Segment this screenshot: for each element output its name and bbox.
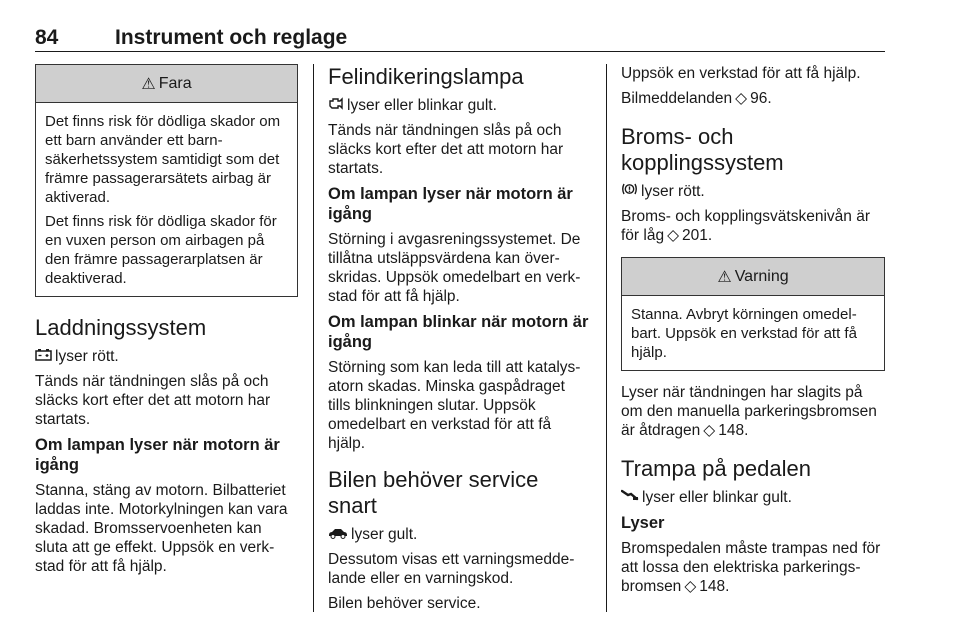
malfunction-subheading-1: Om lampan lyser när motorn är igång: [328, 185, 573, 223]
section-heading-charging: Laddningssystem: [35, 315, 207, 340]
danger-box-header: [36, 65, 297, 103]
pedal-icon: [621, 488, 639, 507]
danger-text-2: Det finns risk för dödliga skador för en vuxen person om airbagen på den främre passagerarplatsen är deaktiverad.: [45, 213, 277, 287]
page-ref-icon: ◇: [684, 578, 697, 595]
warning-text: Stanna. Avbryt körningen omedel-bart. Uppsök en verkstad för att få hjälp.: [631, 306, 857, 361]
vehicle-messages-ref: Bilmeddelanden ◇ 96.: [621, 90, 772, 107]
section-heading-pedal: Trampa på pedalen: [621, 456, 811, 481]
section-heading-service: Bilen behöver service snart: [328, 467, 539, 518]
column-2: [328, 64, 591, 619]
charging-indicator-text: lyser rött.: [35, 347, 298, 366]
page-ref-icon: ◇: [667, 227, 680, 244]
section-heading-brake: Broms- och kopplingssystem: [621, 124, 784, 175]
malfunction-text-2: Störning i avgasreningssystemet. De tillåtna utsläppsvärdena kan över-skridas. Uppsök omedelbart en verk-stad för att få hjälp.: [328, 231, 581, 305]
malfunction-subheading-2: Om lampan blinkar när motorn är igång: [328, 313, 589, 351]
pedal-text: Bromspedalen måste trampas ned för att lossa den elektriska parkerings-bromsen ◇ 148.: [621, 540, 881, 595]
pedal-indicator-text: lyser eller blinkar gult.: [621, 488, 885, 507]
engine-icon: [328, 96, 344, 115]
brake-indicator-text: lyser rött.: [621, 182, 885, 201]
parking-brake-text: Lyser när tändningen har slagits på om den manuella parkeringsbromsen är åtdragen ◇ 148.: [621, 384, 877, 439]
page-header: [35, 26, 885, 52]
workshop-text: Uppsök en verkstad för att få hjälp.: [621, 65, 861, 82]
service-text-1: Dessutom visas ett varningsmedde-lande eller en varningskod.: [328, 551, 575, 587]
charging-text-1: Tänds när tändningen slås på och släcks kort efter det att motorn har startats.: [35, 373, 271, 428]
warning-box: [621, 257, 885, 371]
malfunction-indicator-text: lyser eller blinkar gult.: [328, 96, 591, 115]
charging-text-2: Stanna, stäng av motorn. Bilbatteriet laddas inte. Motorkylningen kan vara skadad. Bromsservoenheten kan sluta att ge effekt. Uppsök en verk-stad för att få hjälp.: [35, 482, 288, 575]
battery-icon: [35, 347, 52, 366]
danger-box-title: Fara: [158, 74, 192, 92]
section-heading-malfunction: Felindikeringslampa: [328, 64, 524, 89]
warning-icon: ⚠: [717, 268, 732, 286]
chapter-title: Instrument och reglage: [115, 26, 348, 49]
service-text-2: Bilen behöver service.: [328, 595, 481, 612]
warning-box-header: [622, 258, 884, 296]
page-number: 84: [35, 26, 59, 49]
brake-icon: [621, 182, 638, 201]
charging-subheading: Om lampan lyser när motorn är igång: [35, 436, 280, 474]
page-ref-icon: ◇: [735, 90, 748, 107]
column-3: [621, 64, 885, 602]
column-1: [35, 64, 298, 582]
service-car-icon: [328, 525, 348, 544]
danger-text-1: Det finns risk för dödliga skador om ett barn använder ett barn-säkerhetssystem samtidigt som det främre passagerarsätets airbag är aktiverad.: [45, 113, 281, 206]
danger-box: [35, 64, 298, 297]
malfunction-text-3: Störning som kan leda till att katalys-atorn skadas. Minska gaspådraget tills blinkningen slutar. Uppsök omedelbart en verkstad för att få hjälp.: [328, 359, 581, 452]
page-ref-icon: ◇: [703, 422, 716, 439]
service-indicator-text: lyser gult.: [328, 525, 591, 544]
column-divider: [606, 64, 607, 612]
brake-fluid-text: Broms- och kopplingsvätskenivån är för låg ◇ 201.: [621, 208, 870, 244]
pedal-subheading: Lyser: [621, 514, 665, 532]
malfunction-text-1: Tänds när tändningen slås på och släcks kort efter det att motorn har startats.: [328, 122, 564, 177]
column-divider: [313, 64, 314, 612]
warning-icon: ⚠: [141, 75, 156, 93]
warning-box-title: Varning: [734, 267, 789, 285]
